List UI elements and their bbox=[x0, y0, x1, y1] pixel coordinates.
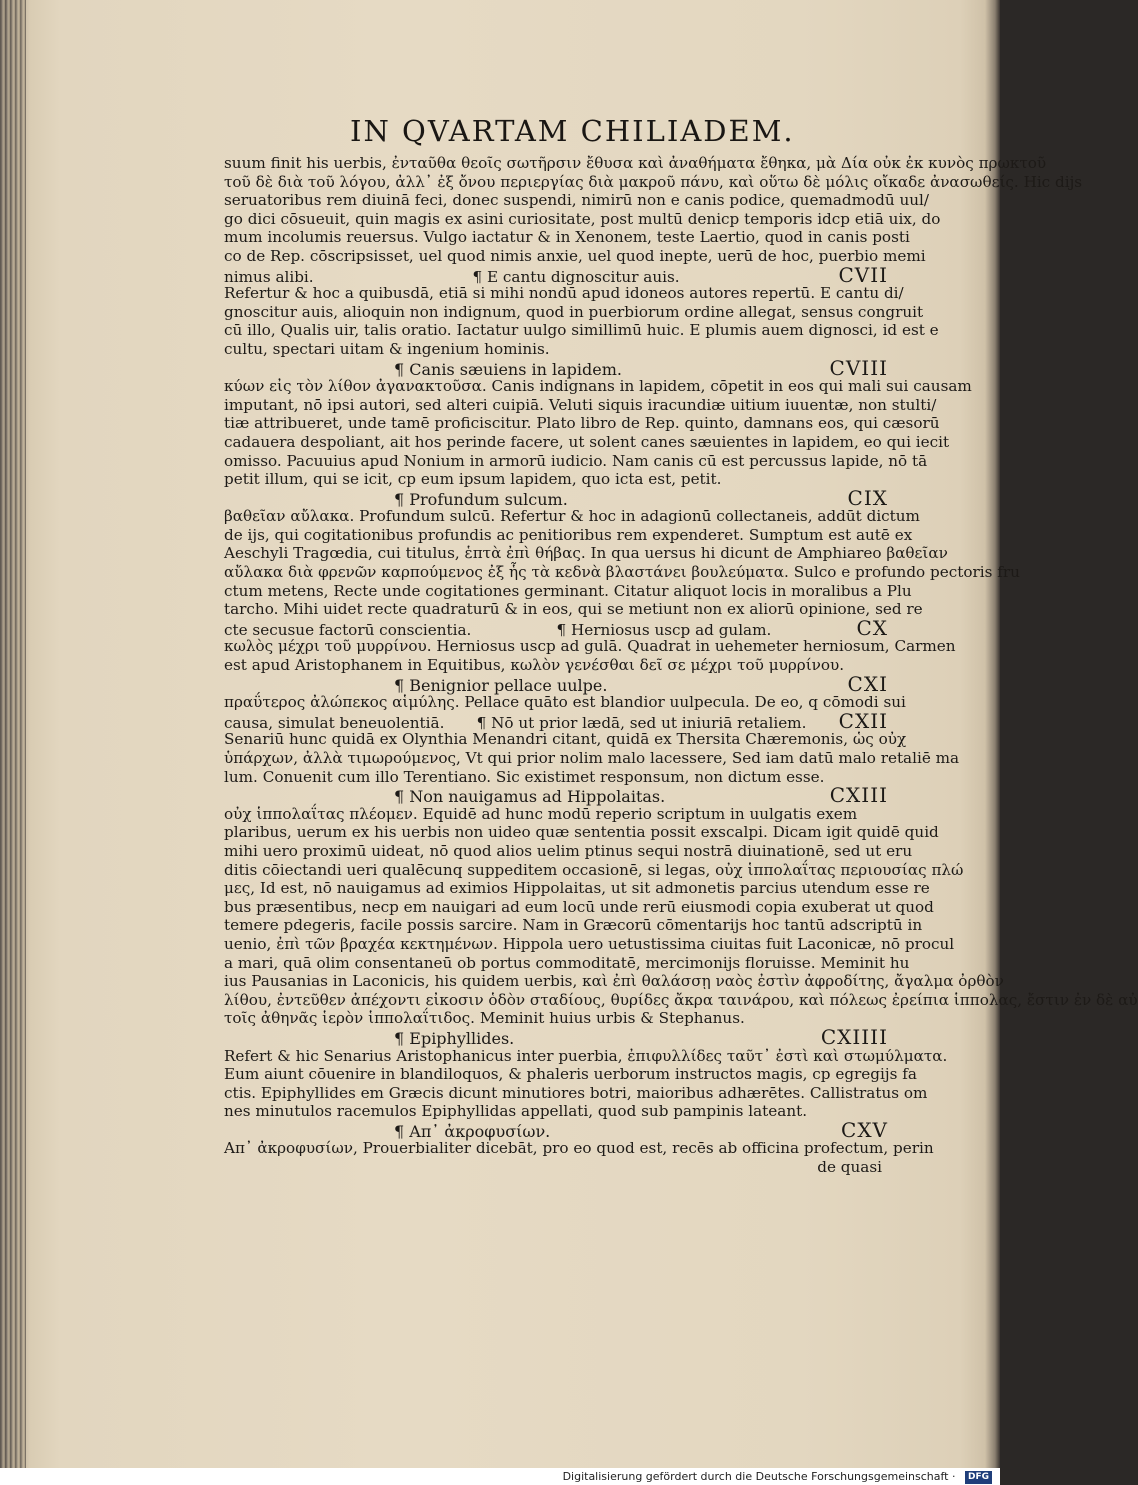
section-number: CXII bbox=[838, 708, 888, 733]
text-line: λίθου, ἐντεῦθεν ἀπέχοντι εἰκοσιν ὁδὸν σταδίους, θυρίδες ἄκρα ταινάρου, καὶ πόλεως ἐρείπια ἱππολας, ἔστιν ἐν δὲ αὐ bbox=[224, 990, 1138, 1009]
text-line: Απ᾽ ἀκροφυσίων, Prouerbialiter dicebāt, pro eo quod est, recēs ab officina profectum, perin bbox=[224, 1139, 934, 1158]
text-line: Senariū hunc quidā ex Olynthia Menandri citant, quidā ex Thersita Chæremonis, ὡς οὐχ bbox=[224, 730, 907, 749]
text-line: gnoscitur auis, alioquin non indignum, quod in puerbiorum ordine allegat, sensus congruit bbox=[224, 302, 924, 321]
text-line: plaribus, uerum ex his uerbis non uideo quæ sententia possit exscalpi. Dicam igit quidē quid bbox=[224, 823, 939, 842]
section-title: ¶ Nō ut prior lædā, sed ut iniuriā retaliem. bbox=[476, 713, 807, 732]
text-line: αὔλακα διὰ φρενῶν καρπούμενος ἐξ ἧς τὰ κεδνὰ βλαστάνει βουλεύματα. Sulco e profundo pectoris fru bbox=[224, 563, 1020, 582]
text-line: ius Pausanias in Laconicis, his quidem uerbis, καὶ ἐπὶ θαλάσσῃ ναὸς ἐστὶν ἀφροδίτης, ἄγαλμα ὀρθὸν bbox=[224, 972, 1004, 991]
section-title: ¶ E cantu dignoscitur auis. bbox=[472, 267, 680, 286]
text-line: petit illum, qui se icit, cp eum ipsum lapidem, quo icta est, petit. bbox=[224, 470, 722, 489]
text-line: κύων εἰς τὸν λίθον ἀγανακτοῦσα. Canis indignans in lapidem, cōpetit in eos qui mali sui causam bbox=[224, 377, 972, 396]
section-title: ¶ Απ᾽ ἀκροφυσίων. bbox=[394, 1121, 551, 1141]
text-line: causa, simulat beneuolentiā. bbox=[224, 713, 445, 732]
text-line: mum incolumis reuersus. Vulgo iactatur & in Xenonem, teste Laertio, quod in canis posti bbox=[224, 228, 910, 247]
text-line: Aeschyli Tragœdia, cui titulus, ἑπτὰ ἐπὶ θήβας. In qua uersus hi dicunt de Amphiareo βαθεῖαν bbox=[224, 544, 948, 563]
section-title: ¶ Epiphyllides. bbox=[394, 1028, 515, 1048]
section-number: CXV bbox=[841, 1117, 888, 1142]
text-line: bus præsentibus, necp em nauigari ad eum locū unde rerū eiusmodi copia exuberat ut quod bbox=[224, 897, 934, 916]
text-line: de ijs, qui cogitationibus profundis ac penitioribus rem expenderet. Sumptum est autē ex bbox=[224, 525, 913, 544]
section-number: CIX bbox=[847, 485, 888, 510]
text-line: cultu, spectari uitam & ingenium hominis. bbox=[224, 339, 550, 358]
text-line: tarcho. Mihi uidet recte quadraturū & in eos, qui se metiunt non ex aliorū opinione, sed re bbox=[224, 600, 923, 619]
section-heading bbox=[224, 262, 888, 287]
section-title: ¶ Profundum sulcum. bbox=[394, 489, 568, 509]
section-number: CXI bbox=[847, 671, 888, 696]
text-line: nes minutulos racemulos Epiphyllidas appellati, quod sub pampinis lateant. bbox=[224, 1102, 808, 1121]
text-line: μες, Id est, nō nauigamus ad eximios Hippolaitas, ut sit admonetis parcius utendum esse re bbox=[224, 879, 930, 898]
section-heading bbox=[224, 671, 888, 696]
text-line: mihi uero proximū uideat, nō quod alios uelim ptinus sequi nostrā diuinationē, sed ut eru bbox=[224, 841, 913, 860]
section-heading bbox=[224, 1117, 888, 1142]
section-heading bbox=[224, 355, 888, 380]
text-line: ctum metens, Recte unde cogitationes germinant. Citatur aliquot locis in moralibus a Plu bbox=[224, 581, 912, 600]
text-line: ὑπάρχων, ἀλλὰ τιμωρούμενος, Vt qui prior nolim malo lacessere, Sed iam datū malo retaliē ma bbox=[224, 749, 960, 767]
text-line: πραΰτερος ἀλώπεκος αἱμύλης. Pellace quāto est blandior uulpecula. De eo, q cōmodi sui bbox=[224, 693, 906, 712]
text-line: Refertur & hoc a quibusdā, etiā si mihi nondū apud idoneos autores repertū. E cantu di/ bbox=[224, 284, 904, 303]
section-heading bbox=[224, 485, 888, 510]
text-line: omisso. Pacuuius apud Nonium in armorū iudicio. Nam canis cū est percussus lapide, nō tā bbox=[224, 451, 928, 470]
text-line: nimus alibi. bbox=[224, 267, 314, 286]
section-heading bbox=[224, 708, 888, 733]
text-line: go dici cōsueuit, quin magis ex asini curiositate, post multū denicp temporis idcp etiā uix, do bbox=[224, 209, 941, 228]
body-text bbox=[224, 154, 1138, 1177]
section-title: ¶ Benignior pellace uulpe. bbox=[394, 675, 608, 695]
section-number: CX bbox=[856, 615, 888, 640]
section-heading bbox=[224, 783, 888, 808]
book-page-edges bbox=[0, 0, 26, 1468]
section-number: CXIII bbox=[829, 783, 888, 808]
text-line: βαθεῖαν αὔλακα. Profundum sulcū. Refertur & hoc in adagionū collectaneis, addūt dictum bbox=[224, 507, 920, 526]
text-line: Eum aiunt cōuenire in blandiloquos, & phaleris uerborum instructos magis, cp egregijs fa bbox=[224, 1065, 917, 1084]
section-heading bbox=[224, 615, 888, 640]
text-line: cte secusue factorū conscientia. bbox=[224, 620, 472, 639]
text-line: imputant, nō ipsi autori, sed alteri cuipiā. Veluti siquis iracundiæ uitium iuuentæ, non stulti/ bbox=[224, 395, 937, 414]
text-line: uenio, ἐπὶ τῶν βραχέα κεκτημένων. Hippola uero uetustissima ciuitas fuit Laconicæ, nō procul bbox=[224, 934, 955, 953]
text-line: οὐχ ἱππολαΐτας πλέομεν. Equidē ad hunc modū reperio scriptum in uulgatis exem bbox=[224, 804, 858, 823]
text-line: ctis. Epiphyllides em Græcis dicunt minutiores botri, maioribus adhærētes. Callistratus om bbox=[224, 1083, 928, 1102]
section-number: CXIIII bbox=[820, 1024, 888, 1049]
text-line: tiæ attribueret, unde tamē proficiscitur. Plato libro de Rep. quinto, damnans eos, qui cæsorū bbox=[224, 414, 940, 433]
text-line: est apud Aristophanem in Equitibus, κωλὸν γενέσθαι δεῖ σε μέχρι τοῦ μυρρίνου. bbox=[224, 656, 845, 675]
section-title: ¶ Herniosus uscp ad gulam. bbox=[556, 620, 772, 639]
text-line: temere pdegeris, facile possis sarcire. Nam in Græcorū cōmentarijs hoc tantū adscriptū in bbox=[224, 916, 923, 935]
text-line: Refert & hic Senarius Aristophanicus inter puerbia, ἐπιφυλλίδες ταῦτ᾽ ἐστὶ καὶ στωμύλματα. bbox=[224, 1046, 948, 1065]
section-number: CVII bbox=[838, 262, 888, 287]
digitization-credit bbox=[0, 1468, 1000, 1485]
section-heading bbox=[224, 1024, 888, 1049]
text-line: lum. Conuenit cum illo Terentiano. Sic existimet responsum, non dictum esse. bbox=[224, 767, 825, 786]
section-title: ¶ Canis sæuiens in lapidem. bbox=[394, 359, 622, 379]
text-line: τοῦ δὲ διὰ τοῦ λόγου, ἀλλ᾽ ἐξ ὄνου περιεργίας διὰ μακροῦ πάνυ, καὶ οὕτω δὲ μόλις οἴκαδε ἀνασωθείς. Hic dijs bbox=[224, 172, 1083, 191]
catchword: de quasi bbox=[817, 1158, 882, 1177]
text-line: τοῖς ἀθηνᾶς ἱερὸν ἱππολαΐτιδος. Meminit huius urbis & Stephanus. bbox=[224, 1009, 745, 1028]
text-line: a mari, quā olim consentaneū ob portus commoditatē, mercimonijs floruisse. Meminit hu bbox=[224, 953, 910, 972]
text-line: co de Rep. cōscripsisset, uel quod nimis anxie, uel quod inepte, uerū de hoc, puerbio memi bbox=[224, 246, 926, 265]
text-line: cū illo, Qualis uir, talis oratio. Iactatur uulgo simillimū huic. E plumis auem dignosci, id est e bbox=[224, 321, 939, 340]
section-number: CVIII bbox=[829, 355, 888, 380]
credit-text: Digitalisierung gefördert durch die Deutsche Forschungsgemeinschaft · bbox=[562, 1470, 956, 1483]
text-line: κωλὸς μέχρι τοῦ μυρρίνου. Herniosus uscp ad gulā. Quadrat in uehemeter herniosum, Carmen bbox=[224, 637, 956, 656]
text-line: cadauera despoliant, ait hos perinde facere, ut solent canes sæuientes in lapidem, eo qui iecit bbox=[224, 432, 950, 451]
section-title: ¶ Non nauigamus ad Hippolaitas. bbox=[394, 787, 666, 807]
running-head: IN QVARTAM CHILIADEM. bbox=[350, 114, 795, 148]
text-line: seruatoribus rem diuinā feci, donec suspendi, nimirū non e canis podice, quemadmodū uul/ bbox=[224, 191, 930, 210]
dfg-logo: DFG bbox=[965, 1471, 992, 1484]
text-line: suum finit his uerbis, ἐνταῦθα θεοῖς σωτῆρσιν ἔθυσα καὶ ἀναθήματα ἔθηκα, μὰ Δία οὐκ ἐκ κυνὸς πρωκτοῦ bbox=[224, 154, 1047, 172]
text-line: ditis cōiectandi ueri qualēcunq suppeditem occasionē, si legas, οὐχ ἱππολαΐτας περιουσίας πλώ bbox=[224, 860, 964, 879]
